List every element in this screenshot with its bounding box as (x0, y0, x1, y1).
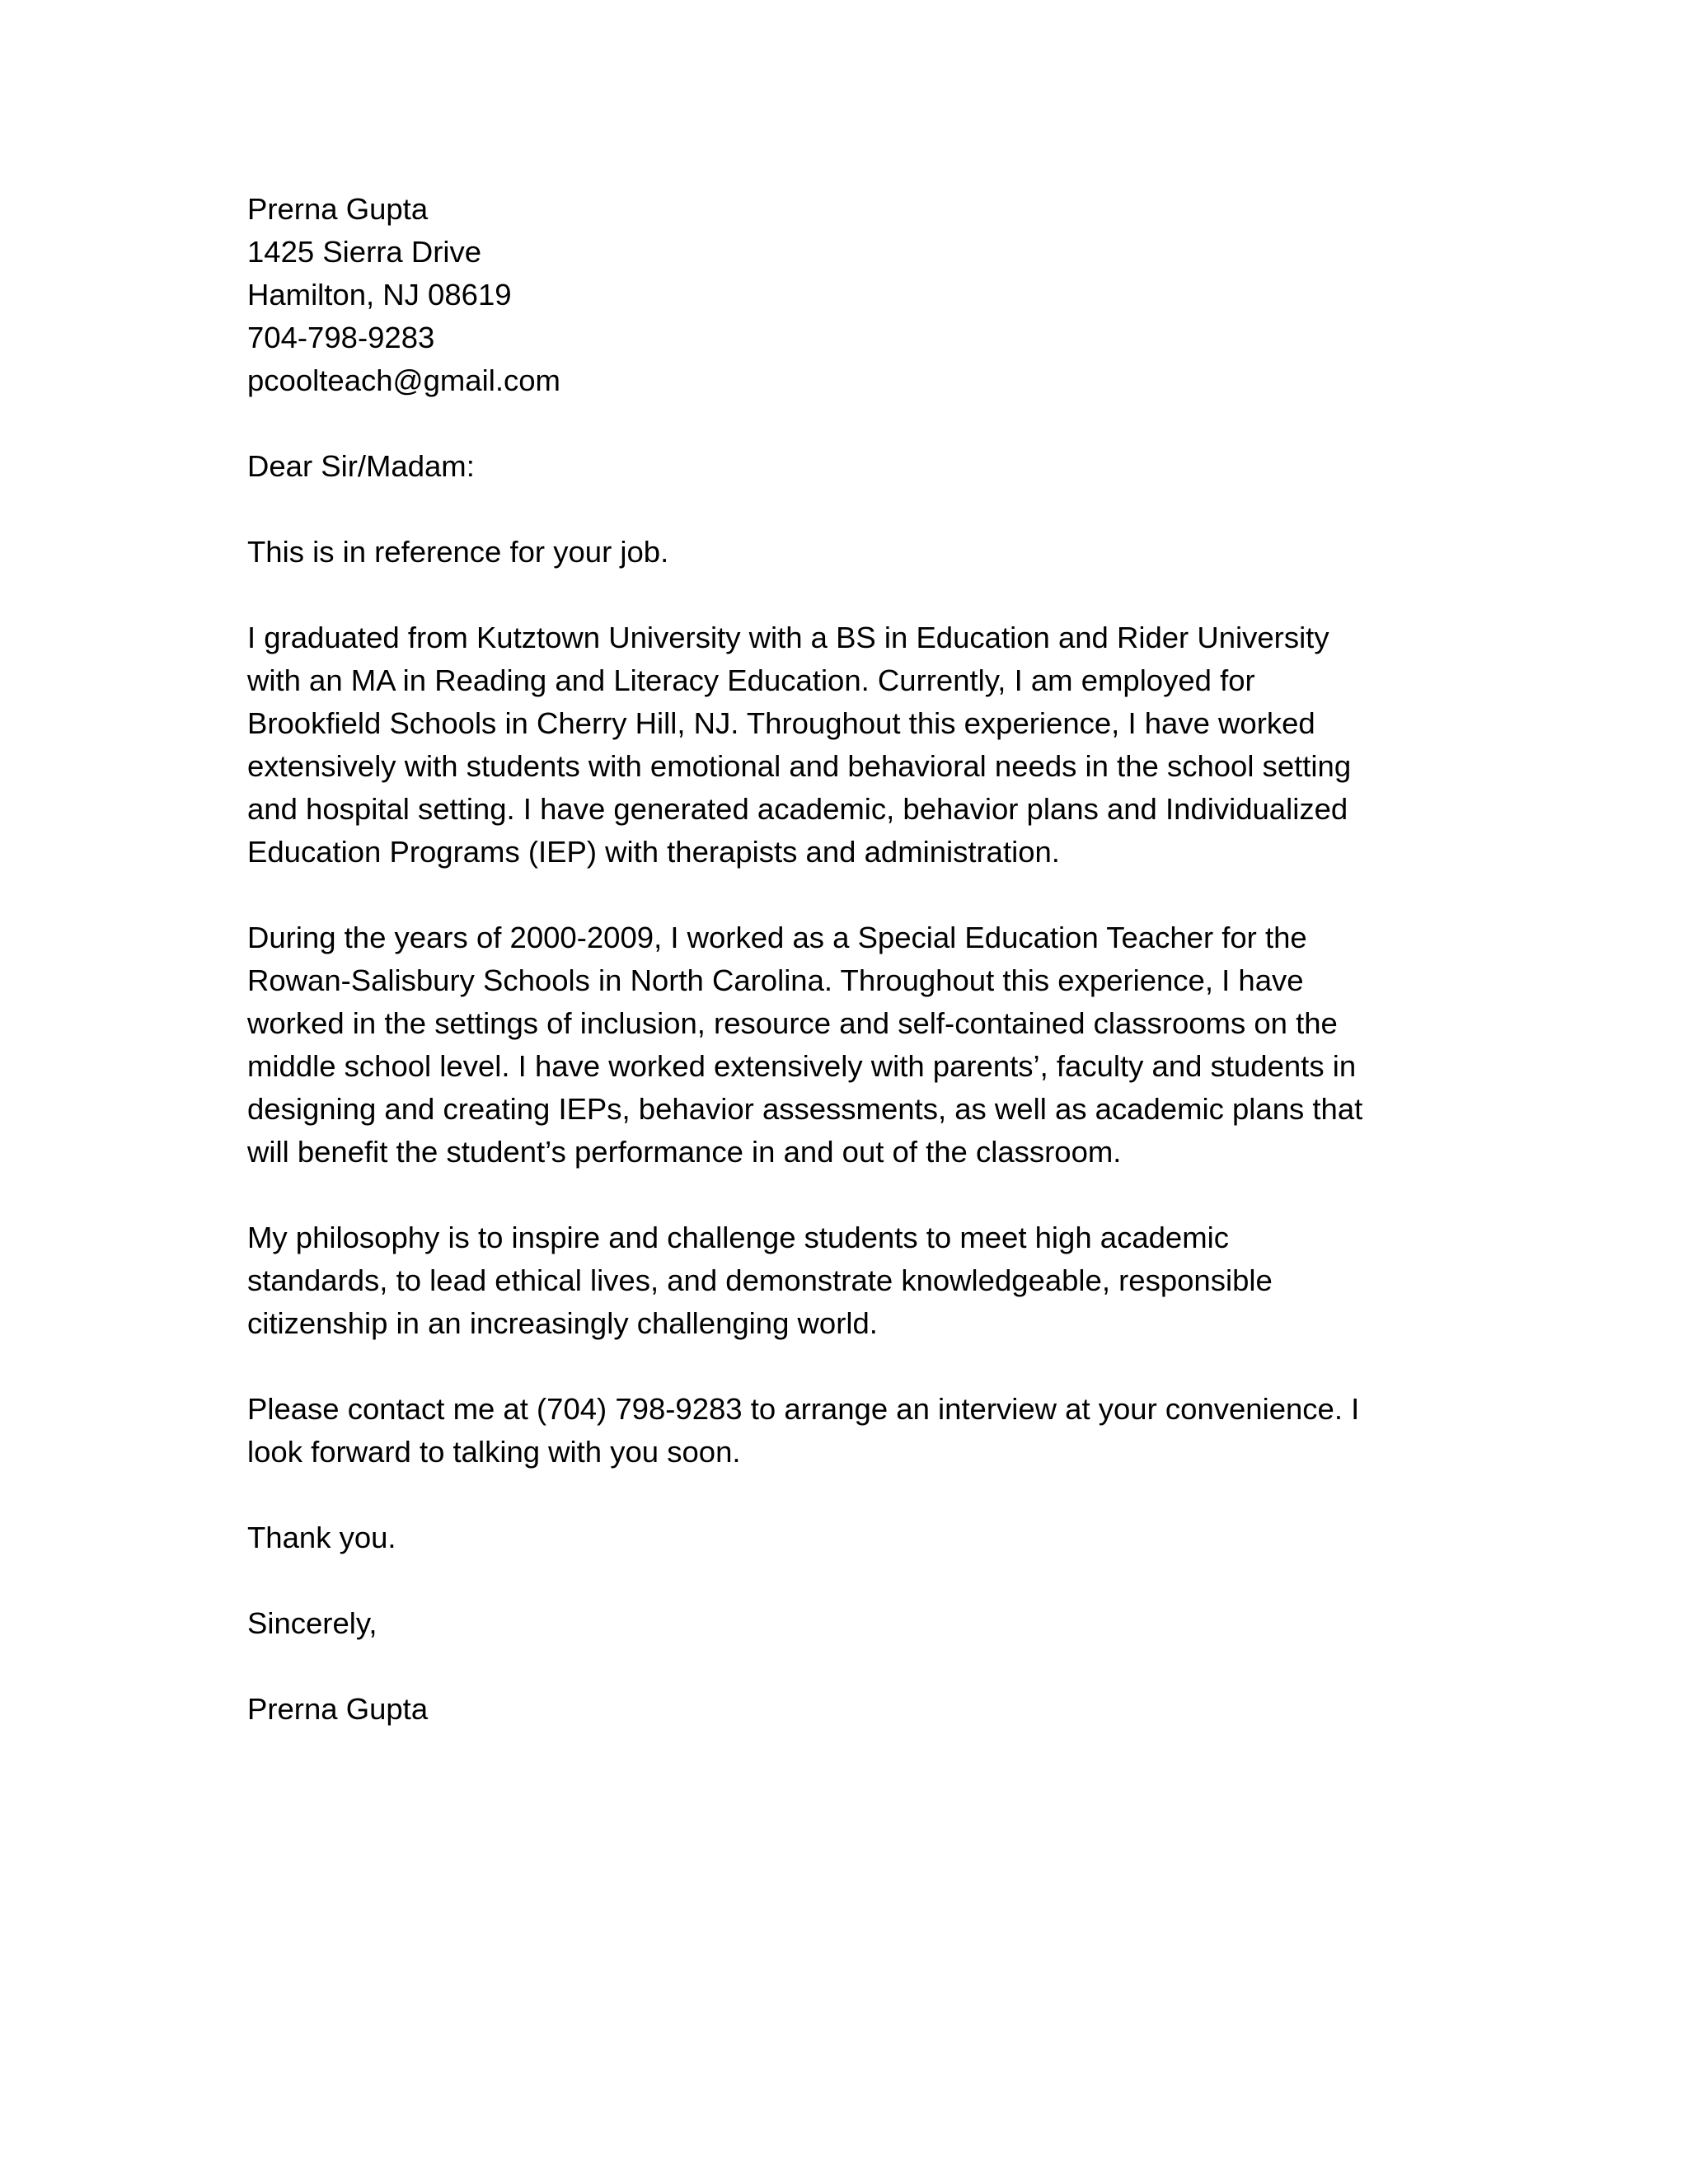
spacer (247, 874, 1451, 916)
paragraph-line: Brookfield Schools in Cherry Hill, NJ. Throughout this experience, I have worked (247, 706, 1315, 740)
sender-address-block (247, 188, 1451, 402)
intro-line: This is in reference for your job. (247, 535, 669, 569)
sender-email: pcoolteach@gmail.com (247, 363, 560, 397)
paragraph-line: Rowan-Salisbury Schools in North Carolina. Throughout this experience, I have (247, 963, 1304, 997)
paragraph-line: with an MA in Reading and Literacy Education. Currently, I am employed for (247, 663, 1255, 697)
signature-name: Prerna Gupta (247, 1692, 429, 1726)
spacer (247, 1645, 1451, 1688)
paragraph-experience (247, 916, 1451, 1174)
spacer (247, 402, 1451, 445)
closing-line: Sincerely, (247, 1606, 377, 1640)
paragraph-line: and hospital setting. I have generated academic, behavior plans and Individualized (247, 792, 1348, 826)
paragraph-contact (247, 1388, 1451, 1474)
salutation: Dear Sir/Madam: (247, 449, 475, 483)
spacer (247, 1474, 1451, 1516)
sender-phone: 704-798-9283 (247, 321, 435, 354)
spacer (247, 1345, 1451, 1388)
paragraph-education (247, 616, 1451, 874)
paragraph-line: Education Programs (IEP) with therapists and administration. (247, 835, 1060, 869)
paragraph-line: Please contact me at (704) 798-9283 to arrange an interview at your convenience. I (247, 1392, 1360, 1426)
sender-street: 1425 Sierra Drive (247, 235, 482, 269)
paragraph-line: worked in the settings of inclusion, resource and self-contained classrooms on the (247, 1006, 1338, 1040)
paragraph-line: During the years of 2000-2009, I worked as a Special Education Teacher for the (247, 921, 1307, 954)
thanks-line: Thank you. (247, 1521, 396, 1554)
paragraph-line: designing and creating IEPs, behavior assessments, as well as academic plans that (247, 1092, 1363, 1126)
paragraph-line: My philosophy is to inspire and challenge students to meet high academic (247, 1221, 1229, 1254)
spacer (247, 1559, 1451, 1602)
paragraph-line: middle school level. I have worked extensively with parents’, faculty and students in (247, 1049, 1357, 1083)
spacer (247, 1174, 1451, 1216)
paragraph-line: extensively with students with emotional and behavioral needs in the school setting (247, 749, 1352, 783)
cover-letter (247, 188, 1451, 1731)
paragraph-line: citizenship in an increasingly challenging world. (247, 1306, 878, 1340)
paragraph-line: will benefit the student’s performance in and out of the classroom. (247, 1135, 1122, 1169)
paragraph-line: I graduated from Kutztown University with a BS in Education and Rider University (247, 621, 1329, 654)
paragraph-philosophy (247, 1216, 1451, 1345)
spacer (247, 574, 1451, 616)
paragraph-line: standards, to lead ethical lives, and demonstrate knowledgeable, responsible (247, 1263, 1273, 1297)
paragraph-line: look forward to talking with you soon. (247, 1435, 741, 1469)
sender-city-state-zip: Hamilton, NJ 08619 (247, 278, 512, 312)
spacer (247, 488, 1451, 531)
sender-name: Prerna Gupta (247, 192, 429, 226)
